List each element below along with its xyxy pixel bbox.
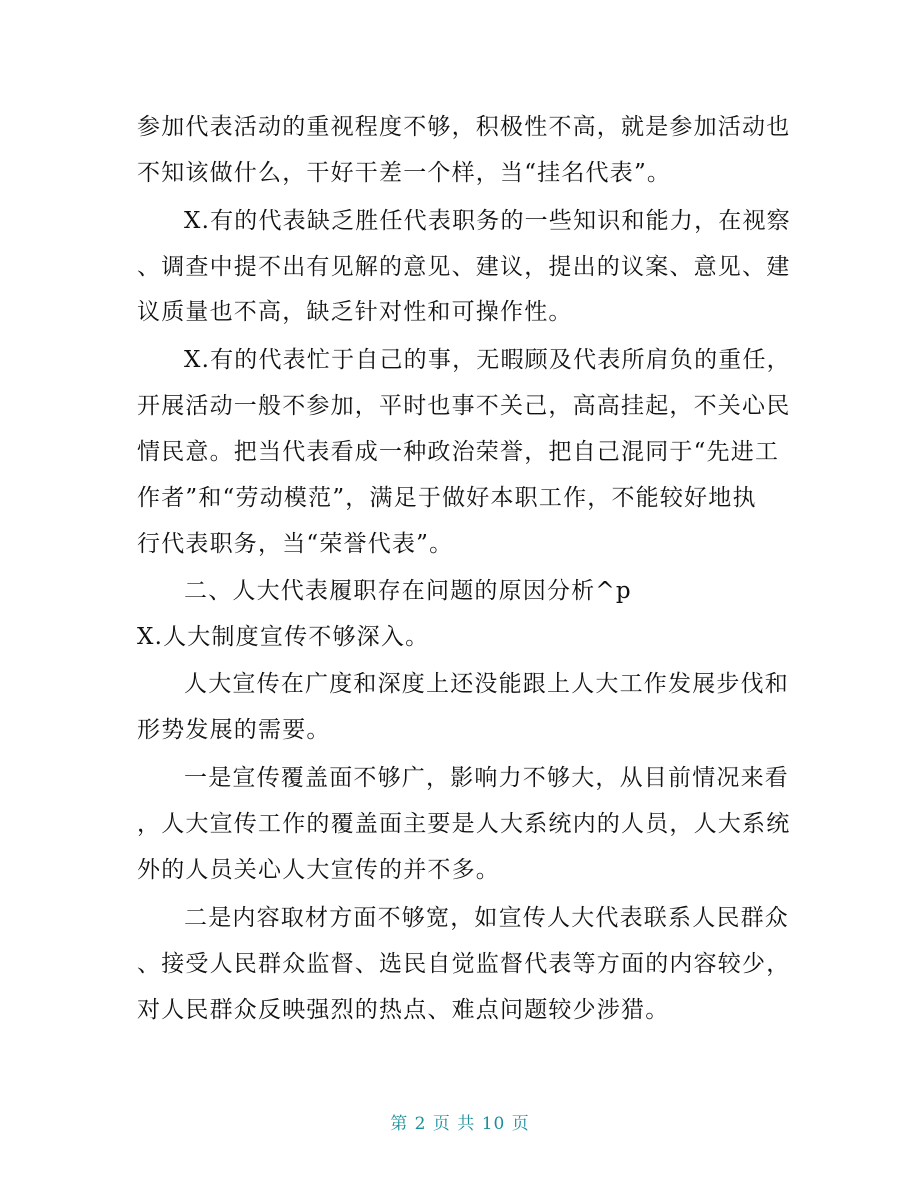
- text-line: 人大宣传在广度和深度上还没能跟上人大工作发展步伐和: [184, 671, 789, 697]
- text-line: 议质量也不高，缺乏针对性和可操作性。: [137, 299, 573, 325]
- subsection-heading: X.人大制度宣传不够深入。: [137, 624, 430, 650]
- page-number-footer: 第 2 页 共 10 页: [390, 1114, 530, 1134]
- text-line: 一是宣传覆盖面不够广，影响力不够大，从目前情况来看: [184, 765, 789, 791]
- section-heading: 二、人大代表履职存在问题的原因分析^p: [184, 578, 632, 604]
- text-line: X.有的代表忙于自己的事，无暇顾及代表所肩负的重任，: [184, 347, 791, 373]
- text-line: 不知该做什么，干好干差一个样，当“挂名代表”。: [137, 160, 672, 186]
- text-line: 情民意。把当代表看成一种政治荣誉，把自己混同于“先进工: [137, 439, 780, 465]
- text-line: 行代表职务，当“荣誉代表”。: [137, 531, 454, 557]
- text-line: 参加代表活动的重视程度不够，积极性不高，就是参加活动也: [137, 114, 791, 140]
- text-line: ，人大宣传工作的覆盖面主要是人大系统内的人员，人大系统: [137, 811, 791, 837]
- text-line: 作者”和“劳动模范”，满足于做好本职工作，不能较好地执: [137, 485, 757, 511]
- text-line: 对人民群众反映强烈的热点、难点问题较少涉猎。: [137, 997, 670, 1023]
- text-line: 二是内容取材方面不够宽，如宣传人大代表联系人民群众: [184, 905, 789, 931]
- text-line: 、接受人民群众监督、选民自觉监督代表等方面的内容较少，: [137, 951, 791, 977]
- text-line: 、调查中提不出有见解的意见、建议，提出的议案、意见、建: [137, 254, 791, 280]
- text-line: 开展活动一般不参加，平时也事不关己，高高挂起，不关心民: [137, 393, 791, 419]
- text-line: 外的人员关心人大宣传的并不多。: [137, 857, 500, 883]
- text-line: 形势发展的需要。: [137, 717, 331, 743]
- text-line: X.有的代表缺乏胜任代表职务的一些知识和能力，在视察: [184, 208, 791, 234]
